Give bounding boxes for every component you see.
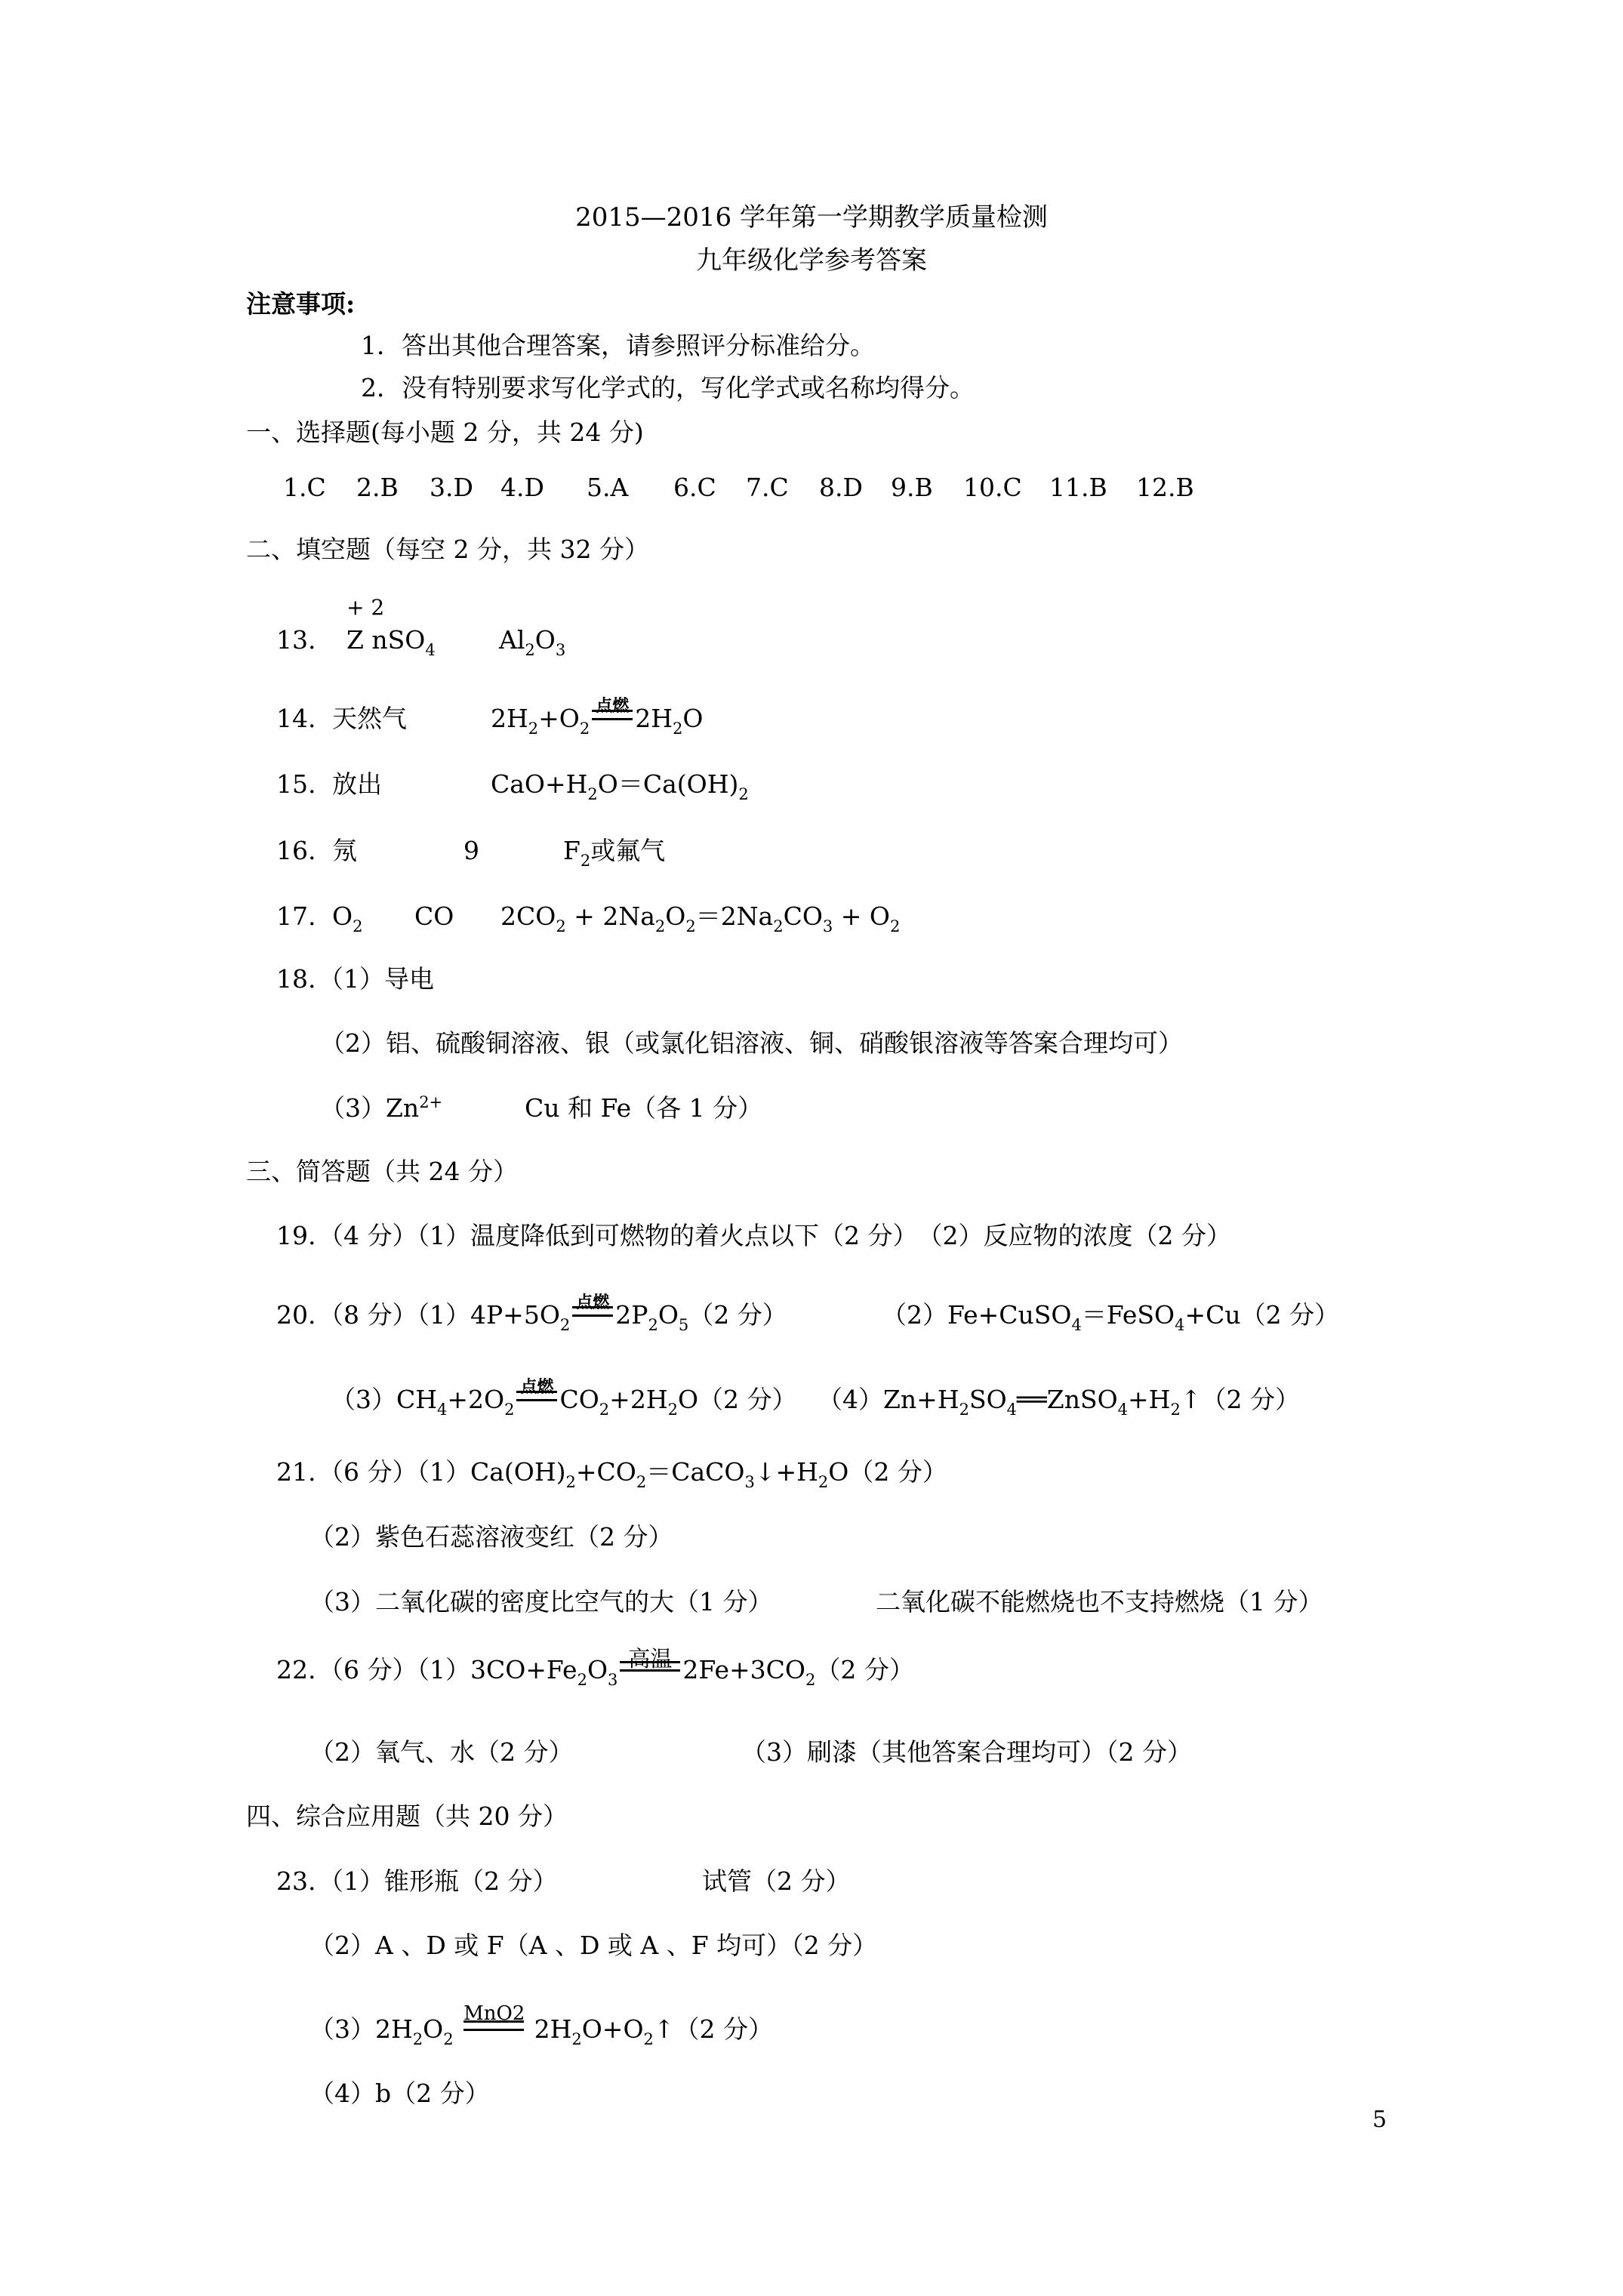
q21-line-2: （2）紫色石蕊溶液变红（2 分） [310, 1522, 673, 1552]
q19-number: 19. [276, 1221, 316, 1250]
condition-arrow: 点燃 [572, 1300, 613, 1330]
q23-line-1b: 试管（2 分） [702, 1866, 851, 1896]
choice-answer: 5.A [587, 473, 629, 502]
q23-number: 23. [276, 1866, 316, 1896]
q20-part-1: （8 分）$(1)4P+5O_2$ 点燃 $2P_2O_5(2$ 分） [319, 1293, 787, 1334]
q18-number: 18. [276, 964, 316, 994]
q19-text: （4 分）（1）温度降低到可燃物的着火点以下（2 分） （2）反应物的浓度（2 分） [319, 1221, 1231, 1250]
q23-line-1a: （1）锥形瓶（2 分） [319, 1866, 558, 1896]
condition-arrow: 点燃 [592, 704, 633, 734]
choice-answer: 9.B [891, 473, 933, 502]
choice-answer: 10.C [963, 473, 1022, 502]
q16-answer-2: 9 [463, 836, 479, 865]
q14-number: 14. [276, 704, 316, 733]
section3-heading: 三、简答题（共 24 分） [246, 1157, 518, 1186]
q15-answer-1: 放出 [332, 769, 382, 799]
choice-answer: 6.C [673, 473, 716, 502]
section1-heading: 一、选择题(每小题 2 分，共 24 分) [246, 418, 644, 447]
choice-answer: 1.C [283, 473, 326, 502]
q17-answer-1: $O_2$ [332, 901, 363, 935]
q16-answer-3: $F_2$或氟气 [563, 836, 666, 870]
q21-line-3b: 二氧化碳不能燃烧也不支持燃烧（1 分） [876, 1587, 1323, 1616]
choice-answer: 4.D [500, 473, 544, 502]
section4-heading: 四、综合应用题（共 20 分） [246, 1801, 568, 1831]
q20-part-4: $(4)Zn+H_2SO_4══ZnSO_4+H_2↑(2$ 分） [818, 1385, 1300, 1419]
q22-line-2b: （3）刷漆（其他答案合理均可）（2 分） [741, 1737, 1192, 1767]
section2-heading: 二、填空题（每空 2 分，共 32 分） [246, 535, 649, 564]
q15-number: 15. [276, 769, 316, 799]
q18-line-3: $(3)Zn^{2+}$ [320, 1093, 443, 1123]
choice-answer: 2.B [356, 473, 399, 502]
q20-number: 20. [276, 1300, 316, 1330]
q22-number: 22. [276, 1655, 316, 1684]
q14-equation: $2H_2+O_2$ 点燃 $2H_2O$ [491, 696, 704, 738]
notes-heading: 注意事项: [246, 289, 356, 319]
q13-answer-1: Z nSO$_4$ [346, 625, 436, 659]
q18-line-1: （1）导电 [319, 964, 434, 994]
q23-line-2: （2）A 、D 或 F（A 、D 或 A 、F 均可）（2 分） [310, 1931, 878, 1960]
note-item-2: 2．没有特别要求写化学式的，写化学式或名称均得分。 [361, 373, 975, 402]
q16-number: 16. [276, 836, 316, 865]
choice-answer: 11.B [1049, 473, 1107, 502]
q17-equation: $2CO_2 + 2Na_2O_2=2Na_2CO_3 + O_2$ [500, 901, 901, 935]
choice-answer: 8.D [819, 473, 863, 502]
q13-valence: + 2 [346, 595, 385, 620]
q18-line-3b: Cu 和 Fe（各 1 分） [525, 1093, 763, 1123]
condition-arrow: 点燃 [516, 1385, 557, 1415]
condition-arrow: 高温 [620, 1655, 680, 1685]
q15-equation: $CaO+H_2O=Ca(OH)_2$ [491, 769, 749, 803]
q20-part-3: $(3)CH_4+2O_2$ 点燃 $CO_2+2H_2O(2$ 分） [331, 1377, 797, 1419]
q18-line-2: （2）铝、硫酸铜溶液、银（或氯化铝溶液、铜、硝酸银溶液等答案合理均可） [320, 1028, 1183, 1058]
q21-line-3a: （3）二氧化碳的密度比空气的大（1 分） [310, 1587, 773, 1616]
choice-answer: 12.B [1136, 473, 1194, 502]
q23-line-3: $(3)2H_2O_2$ MnO2 $2H_2O+O_2↑(2$ 分） [310, 2002, 774, 2048]
document-subtitle: 九年级化学参考答案 [696, 245, 927, 276]
q23-line-4: （4）b（2 分） [310, 2079, 490, 2108]
condition-arrow: MnO2 [463, 2014, 524, 2045]
choice-answer: 3.D [430, 473, 473, 502]
choice-answer: 7.C [746, 473, 789, 502]
q17-number: 17. [276, 901, 316, 931]
document-title: 2015—2016 学年第一学期教学质量检测 [575, 202, 1048, 233]
q22-part-1: （6 分）$(1)3CO+Fe_2O_3$ 高温 $2Fe+3CO_2(2$ 分） [319, 1646, 914, 1689]
q21-number: 21. [276, 1457, 316, 1487]
q21-part-1: （6 分）$(1)Ca(OH)_2+CO_2=CaCO_3↓+H_2O(2$ 分） [319, 1457, 947, 1491]
q13-number: 13. [276, 625, 316, 655]
q17-answer-2: CO [414, 901, 454, 931]
page-number: 5 [1372, 2106, 1387, 2133]
q16-answer-1: 氖 [332, 836, 357, 865]
q22-line-2a: （2）氧气、水（2 分） [310, 1737, 574, 1767]
q13-answer-2: $Al_2O_3$ [499, 625, 566, 659]
q20-part-2: （2）Fe+CuSO$_4$＝FeSO$_4$+Cu（2 分） [882, 1300, 1340, 1334]
note-item-1: 1．答出其他合理答案，请参照评分标准给分。 [361, 331, 875, 360]
q14-answer-1: 天然气 [332, 704, 407, 733]
